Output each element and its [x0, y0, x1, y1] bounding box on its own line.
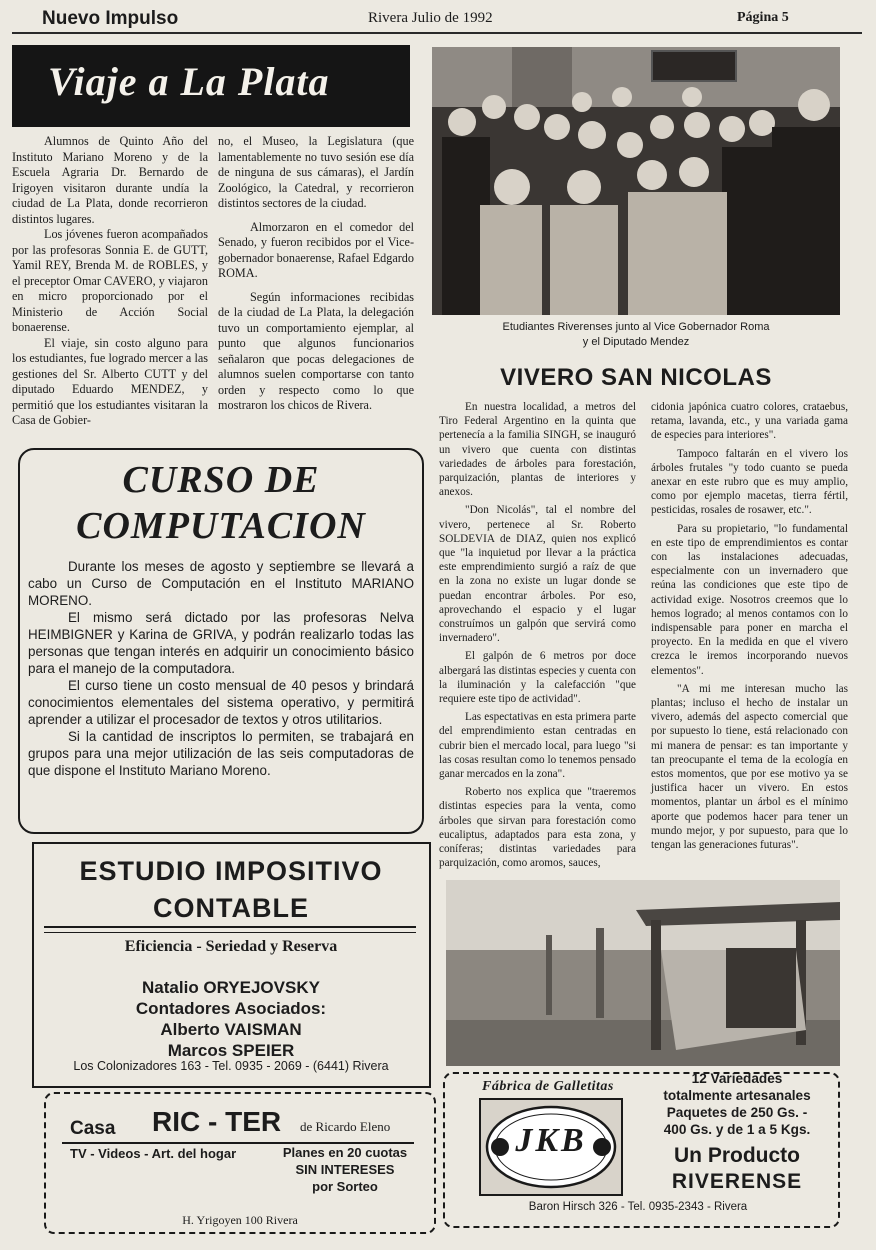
paragraph: Para su propietario, "lo fundamental en este tipo de emprendimientos es contar con las instalaciones adecuadas, especialmente con un invernadero que reúna las condiciones que este tipo de actividad exige. Nosotros creemos que lo hemos logrado; al menos contamos con lo indispensable para poner en marcha el proyecto. En la medida en que el vivero crezca le iremos incorporando nuevos elementos". [651, 522, 848, 677]
page-number: Página 5 [737, 10, 789, 25]
paragraph: Los jóvenes fueron acompañados por las profesoras Sonnia E. de GUTT, Yamil REY, Brenda M. de ROBLES, y el preceptor Omar CAVERO, y viajaron en micro proporcionado por el Ministerio de Acción Social bonaerense. [12, 227, 208, 334]
group-photo [432, 47, 840, 315]
paragraph: Durante los meses de agosto y septiembre se llevará a cabo un Curso de Computación en el Instituto MARIANO MORENO. [28, 559, 414, 608]
photo-caption [432, 320, 840, 350]
paragraph: En nuestra localidad, a metros del Tiro Federal Argentino en la quinta que pertenecía a la familia SINGH, se inauguró un vivero que cuenta con distintas variedades de árboles para forestación, parquización, plantas de interiores y anexos. [439, 401, 636, 499]
ad-ricter-name: RIC - TER [152, 1106, 282, 1137]
ad-accounting-name: Natalio ORYEJOVSKY [142, 978, 320, 997]
paragraph: El curso tiene un costo mensual de 40 pesos y brindará conocimientos elementales del sistema operativo, y permitirá aprender a utilizar el procesador de textos y otros utilitarios. [28, 678, 414, 727]
paragraph: Alumnos de Quinto Año del Instituto Mariano Moreno y de la Escuela Agraria Dr. Bernardo de Irigoyen visitaron durante undía la ciudad de La Plata, donde recorrieron distintos lugares. [12, 134, 208, 226]
ad-ricter-address: H. Yrigoyen 100 Rivera [182, 1213, 298, 1227]
paragraph: Almorzaron en el comedor del Senado, y fueron recibidos por el Vice-gobernador bonaerense, Rafael Edgardo ROMA. [218, 219, 414, 280]
divider [44, 926, 416, 933]
article-column-4 [651, 400, 848, 852]
ad-accounting-partners-label: Contadores Asociados: [135, 999, 327, 1018]
caption-line: Etudiantes Riverenses junto al Vice Gobernador Roma [502, 321, 770, 333]
paper-name: Nuevo Impulso [42, 8, 179, 29]
article-column-1 [12, 134, 208, 429]
paragraph: Si la cantidad de inscriptos lo permiten, se trabajará en grupos para una mejor utilización de las seis computadoras de que dispone el Instituto Mariano Moreno. [28, 729, 414, 778]
ad-accounting-address: Los Colonizadores 163 - Tel. 0935 - 2069 - (6441) Rivera [73, 1059, 389, 1073]
paragraph: Las espectativas en esta primera parte del emprendimiento estan centradas en cubrir bien el mercado local, para luego "si las cosas resultan como lo tenemos pensado ganar mercados en la zona". [439, 711, 636, 781]
paragraph: El galpón de 6 metros por doce albergará las distintas especies y cuenta con la iluminación y la calefacción "que requiere este tipo de actividad". [439, 650, 636, 706]
ad-cookie-slogan: Un Producto [674, 1144, 800, 1167]
paragraph: Según informaciones recibidas de la ciudad de La Plata, la delegación tuvo un comportamiento ejemplar, al punto que algunos funcionarios señalaron que pocas delegaciones de alumnos suelen comportarse con tanto orden y respecto como lo que mostraron los chicos de Rivera. [218, 289, 414, 412]
paragraph: El viaje, sin costo alguno para los estudiantes, fue logrado mercer a las gestiones del Sr. Alberto CUTT y del diputado Eduardo MENDEZ, y permitió que los estudiantes visitaran la Casa de Gobier- [12, 335, 208, 427]
ad-accounting-title-1: ESTUDIO IMPOSITIVO [79, 856, 383, 886]
ad-cookie-slogan: RIVERENSE [671, 1170, 803, 1193]
paragraph: Roberto nos explica que "traeremos distintas especies para la venta, como árboles que sirvan para forestación como eucaliptus, adaptados para esta zona, y coníferas; distintas variedades para parquización, como aromos, sauces, [439, 786, 636, 870]
ad-ricter-owner: de Ricardo Eleno [300, 1119, 391, 1134]
ad-accounting-name: Alberto VAISMAN [160, 1020, 302, 1039]
ad-accounting-name: Marcos SPEIER [167, 1041, 295, 1060]
ad-accounting-slogan: Eficiencia - Seriedad y Reserva [124, 938, 338, 955]
ad-course-body [28, 558, 414, 779]
date-line: Rivera Julio de 1992 [368, 10, 493, 26]
ad-cookie-address: Baron Hirsch 326 - Tel. 0935-2343 - Rivera [528, 1201, 748, 1213]
ad-ricter-offer: Planes en 20 cuotas [282, 1145, 408, 1160]
paragraph-continued: cidonia japónica cuatro colores, crataebus, retama, lavanda, etc., y una variada gama de especies para interiores". [651, 401, 848, 442]
ad-course-title-1: CURSO DE [122, 459, 320, 501]
ad-ricter-casa: Casa [70, 1118, 116, 1139]
paragraph: "Don Nicolás", tal el nombre del vivero, pertenece al Sr. Roberto SOLDEVIA de DIAZ, quien nos explicó que "la inquietud por llevar a la práctica este emprendimiento surgió a raíz de que en la zona no existe un lugar donde se puedan encontrar árboles. Por eso, aprovechando el espacio y el lugar construímos un galpón que servirá como invernadero". [439, 504, 636, 645]
ad-accounting-title-2: CONTABLE [153, 893, 309, 923]
ad-ricter-offer: SIN INTERESES [295, 1162, 395, 1177]
article-column-2 [218, 134, 414, 414]
ad-cookie-info: totalmente artesanales [663, 1088, 811, 1103]
paragraph: El mismo será dictado por las profesoras Nelva HEIMBIGNER y Karina de GRIVA, y podrán realizarlo todas las personas que tengan interés en adquirir un conocimiento básico para el manejo de la computadora. [28, 610, 414, 676]
greenhouse-photo [446, 880, 840, 1066]
article-title-vivero: VIVERO SAN NICOLAS [500, 364, 772, 391]
paragraph-continued: no, el Museo, la Legislatura (que lamentablemente no tuvo sesión ese día de ninguna de sus cámaras), el Jardín Zoológico, la Catedral, y recorrieron distintos sectores de la ciudad. [218, 134, 414, 210]
ad-ricter-products: TV - Videos - Art. del hogar [70, 1146, 237, 1161]
ad-cookie-info: 12 Variedades [691, 1071, 783, 1086]
paragraph: "A mi me interesan mucho las plantas; incluso el hecho de instalar un vivero, además del aspecto comercial que por supuesto lo tiene, está relacionado con mi manera de pensar: es tan importante y tan preocupante el tema de la ecología en estos momentos, que por ese motivo ya se justifica hacer un vivero. En estos momentos, plantar un árbol es el mínimo aporte que podemos hacer para tener un mundo mejor, y por supuesto, para que lo tengan las generaciones futuras". [651, 682, 848, 852]
paragraph: Tampoco faltarán en el vivero los árboles frutales "y todo cuanto se pueda anexar en este rubro que es muy amplio, como por ejemplo macetas, tierra fértil, pesticidas, rosales de rosawer, etc.". [651, 447, 848, 517]
ad-course-title-2: COMPUTACION [76, 505, 366, 547]
ad-cookie-info: 400 Gs. y de 1 a 5 Kgs. [663, 1122, 811, 1137]
article-column-3 [439, 400, 636, 871]
caption-line: y el Diputado Mendez [582, 336, 690, 348]
ad-cookie-info: Paquetes de 250 Gs. - [666, 1105, 808, 1120]
header-rule [12, 32, 862, 34]
article-title-la-plata: Viaje a La Plata [48, 59, 330, 104]
ad-cookie-title: Fábrica de Galletitas [482, 1079, 614, 1094]
cookie-logo-text: JKB [515, 1122, 587, 1159]
ad-ricter-offer: por Sorteo [312, 1179, 378, 1194]
